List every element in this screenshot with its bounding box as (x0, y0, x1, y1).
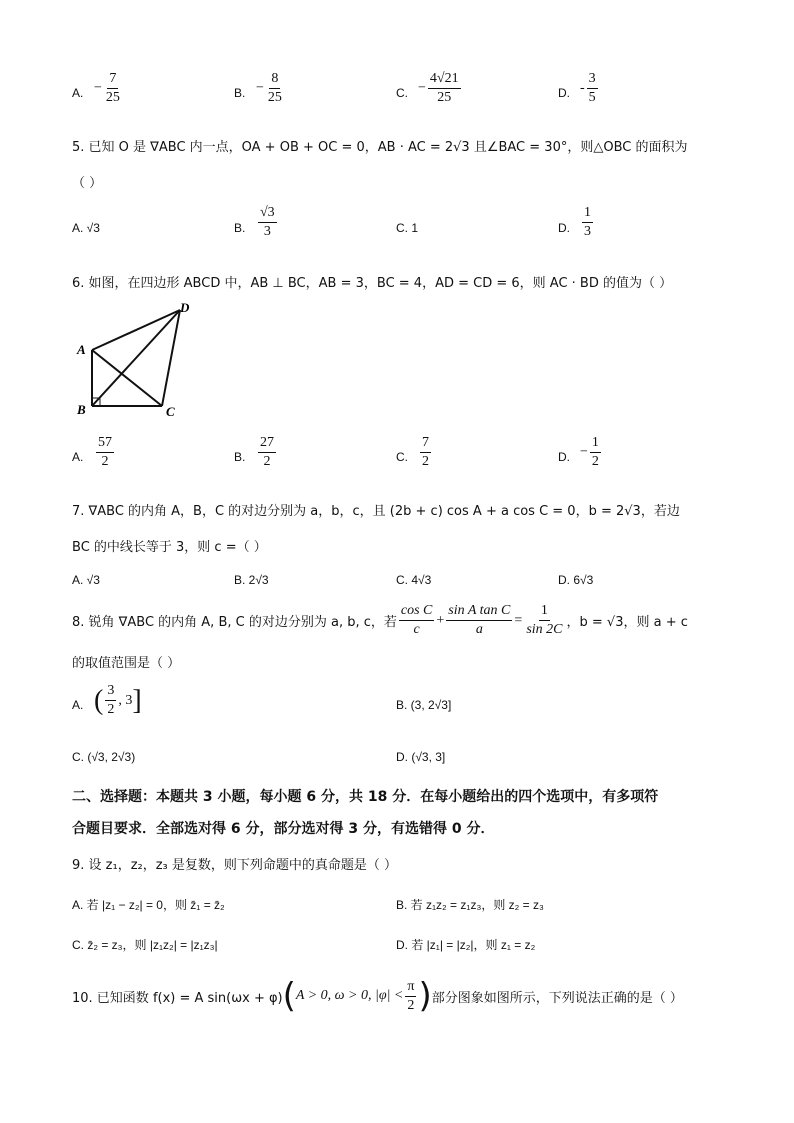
q4-option-c-value: − $\frac{4√21}{25}$ (418, 71, 459, 105)
q5-option-b-label: B. (234, 221, 246, 235)
q5-option-d-value: $\frac{1}{3}$ (584, 205, 591, 239)
q9-option-a: A. 若 |z₁ − z₂| = 0，则 z̄₁ = z̄₂ (72, 898, 225, 912)
point-b-label: B (77, 402, 86, 417)
q7-option-a: A. √3 (72, 573, 100, 587)
q9-stem: 9. 设 z₁，z₂，z₃ 是复数，则下列命题中的真命题是（ ） (72, 858, 398, 873)
q7-stem-line2: BC 的中线长等于 3，则 c =（ ） (72, 540, 267, 555)
q9-option-b: B. 若 z₁z₂ = z₁z₃，则 z₂ = z₃ (396, 898, 544, 912)
q8-option-b: B. (3, 2√3] (396, 698, 452, 712)
segment-ad (92, 310, 180, 350)
q6-option-c-value: $\frac{7}{2}$ (422, 435, 429, 469)
q6-option-b-value: $\frac{27}{2}$ (260, 435, 274, 469)
q5-option-d-label: D. (558, 221, 570, 235)
point-d-label: D (180, 300, 190, 315)
q5-option-b-value: $\frac{√3}{3}$ (260, 205, 275, 239)
segment-cd (162, 310, 180, 406)
q7-option-c: C. 4√3 (396, 573, 432, 587)
diagonal-ac (92, 350, 162, 406)
q8-option-a-value: ( $\frac{3}{2}$ , 3 ] (94, 683, 142, 717)
q6-stem: 6. 如图，在四边形 ABCD 中，AB ⊥ BC，AB = 3，BC = 4，AD = CD = 6，则 AC · BD 的值为（ ） (72, 276, 673, 291)
q6-option-d-label: D. (558, 450, 570, 464)
q6-option-a-label: A. (72, 450, 84, 464)
q4-option-a-value: − $\frac{7}{25}$ (94, 71, 120, 105)
quadrilateral-figure (72, 298, 202, 420)
point-c-label: C (166, 404, 175, 419)
q4-option-c-label: C. (396, 86, 408, 100)
section2-heading-line1: 二、选择题：本题共 3 小题，每小题 6 分，共 18 分．在每小题给出的四个选项中，有多项符 (72, 789, 659, 805)
q6-option-b-label: B. (234, 450, 246, 464)
q8-stem-line1: 8. 锐角 ∇ABC 的内角 A, B, C 的对边分别为 a, b, c，若 $\frac{\text{cos C}}{c}$ + $\frac{\text{sin A tan C}}{a}$ = $\frac{1}{\sin 2C}$ ，b = √3，则 a + c (72, 603, 688, 637)
point-a-label: A (77, 342, 86, 357)
q5-stem: 5. 已知 O 是 ∇ABC 内一点，OA + OB + OC = 0，AB · AC = 2√3 且∠BAC = 30°，则△OBC 的面积为 (72, 140, 688, 155)
q7-option-d: D. 6√3 (558, 573, 594, 587)
q8-option-c: C. (√3, 2√3) (72, 750, 136, 764)
q4-option-b-value: − $\frac{8}{25}$ (256, 71, 282, 105)
q4-option-d-label: D. (558, 86, 570, 100)
q8-stem-line2: 的取值范围是（ ） (72, 656, 181, 671)
q4-option-b-label: B. (234, 86, 246, 100)
q6-option-a-value: $\frac{57}{2}$ (98, 435, 112, 469)
q8-option-a-label: A. (72, 698, 84, 712)
q6-option-d-value: − $\frac{1}{2}$ (580, 435, 599, 469)
q7-option-b: B. 2√3 (234, 573, 269, 587)
q9-option-c: C. z̄₂ = z₃，则 |z₁z₂| = |z₁z₃| (72, 938, 218, 952)
q5-paren: （ ） (72, 176, 103, 191)
q9-option-d: D. 若 |z₁| = |z₂|，则 z₁ = z₂ (396, 938, 536, 952)
q4-option-d-value: - $\frac{3}{5}$ (580, 71, 596, 105)
diagonal-bd (92, 310, 180, 406)
q10-stem: 10. 已知函数 f(x) = A sin(ωx + φ) ( A > 0, ω > 0, |φ| < $\frac{\pi}{2}$ ) 部分图象如图所示，下列说法正确的是（ ） (72, 976, 683, 1016)
q6-option-c-label: C. (396, 450, 408, 464)
q5-option-c: C. 1 (396, 221, 419, 235)
q5-option-a: A. √3 (72, 221, 100, 235)
q4-option-a-label: A. (72, 86, 84, 100)
q7-stem-line1: 7. ∇ABC 的内角 A，B，C 的对边分别为 a，b，c，且 (2b + c) cos A + a cos C = 0，b = 2√3，若边 (72, 504, 680, 519)
q8-option-d: D. (√3, 3] (396, 750, 446, 764)
section2-heading-line2: 合题目要求．全部选对得 6 分，部分选对得 3 分，有选错得 0 分． (72, 821, 495, 837)
